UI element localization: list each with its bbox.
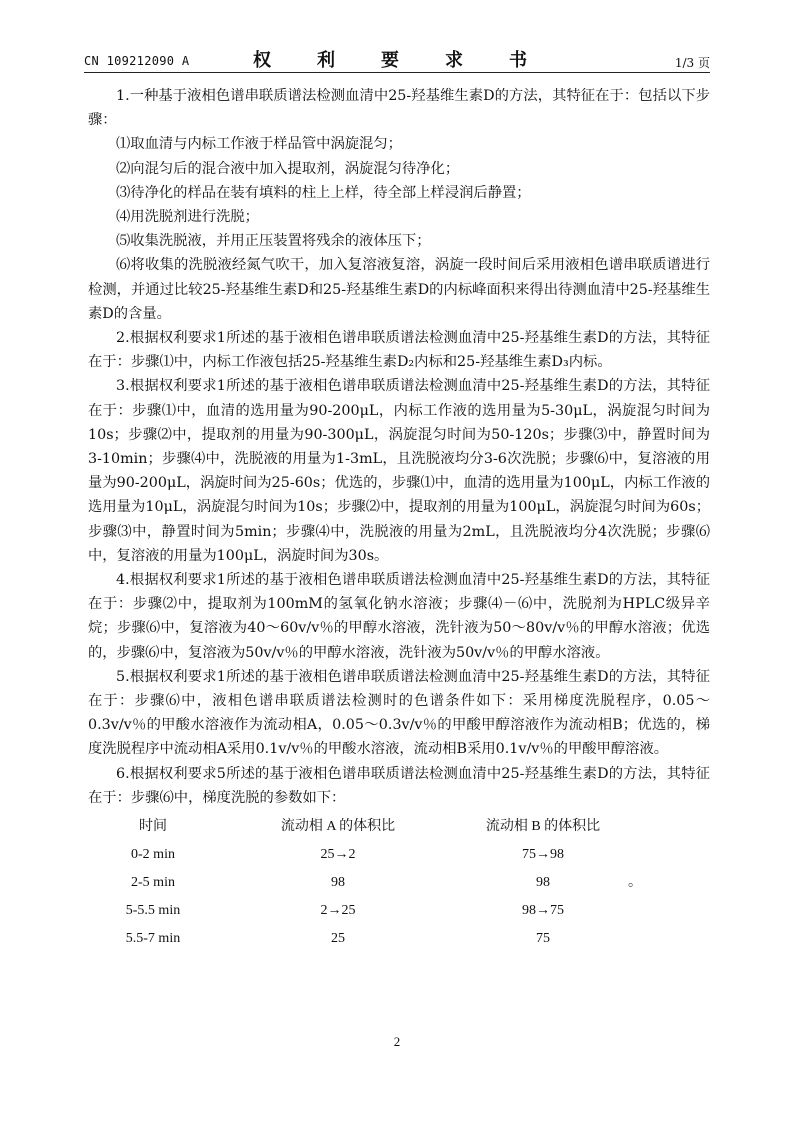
table-row [88,925,688,953]
claims-body [88,84,710,953]
document-title: 权 利 要 求 书 [253,50,541,71]
table-cell: 2→25 [320,902,356,918]
claim-step: ⑹将收集的洗脱液经氮气吹干，加入复溶液复溶，涡旋一段时间后采用液相色谱串联质谱进行检测，并通过比较25-羟基维生素D和25-羟基维生素D的内标峰面积来得出待测血清中25-羟基维生素D的含量。 [88,257,710,322]
claim-3 [88,374,710,568]
claim-text: 5.根据权利要求1所述的基于液相色谱串联质谱法检测血清中25-羟基维生素D的方法，其特征在于：步骤⑹中，液相色谱串联质谱法检测时的色谱条件如下：采用梯度洗脱程序，0.05～0.3v/v％的甲酸水溶液作为流动相A，0.05～0.3v/v％的甲酸甲醇溶液作为流动相B；优选的，梯度洗脱程序中流动相A采用0.1v/v％的甲酸水溶液，流动相B采用0.1v/v％的甲酸甲醇溶液。 [88,668,710,758]
table-cell: 5-5.5 min [125,902,181,918]
claim-1 [88,84,710,326]
page-header [84,40,710,72]
column-header-phase-b: 流动相 B 的体积比 [485,818,601,834]
column-header-blank [628,813,688,841]
table-cell: 25→2 [320,846,356,862]
table-cell [628,897,688,925]
column-header-phase-a: 流动相 A 的体积比 [280,818,396,834]
claim-4 [88,568,710,665]
patent-number: CN 109212090 A [84,54,190,68]
table-cell [628,925,688,953]
claim-6 [88,762,710,810]
claim-step: ⑸收集洗脱液，并用正压装置将残余的液体压下； [116,233,431,250]
header-rule [84,72,710,73]
claim-text: 1.一种基于液相色谱串联质谱法检测血清中25-羟基维生素D的方法，其特征在于：包括以下步骤： [88,88,710,129]
table-cell: 98 [331,874,345,890]
table-cell: 75→98 [522,846,564,862]
claim-5 [88,665,710,762]
table-cell: 。 [628,874,642,890]
table-cell [628,841,688,869]
claim-text: 2.根据权利要求1所述的基于液相色谱串联质谱法检测血清中25-羟基维生素D的方法，其特征在于：步骤⑴中，内标工作液包括25-羟基维生素D₂内标和25-羟基维生素D₃内标。 [88,330,710,371]
claim-step: ⑷用洗脱剂进行洗脱； [116,209,259,226]
claim-step: ⑵向混匀后的混合液中加入提取剂，涡旋混匀待净化； [116,160,460,177]
claim-step: ⑶待净化的样品在装有填料的柱上上样，待全部上样浸润后静置； [116,184,531,201]
table-row [88,841,688,869]
table-cell: 25 [331,930,345,946]
claim-2 [88,326,710,374]
table-cell: 75 [536,930,550,946]
page-number: 2 [393,1034,401,1049]
table-cell: 2-5 min [131,874,175,890]
claim-text: 3.根据权利要求1所述的基于液相色谱串联质谱法检测血清中25-羟基维生素D的方法，其特征在于：步骤⑴中，血清的选用量为90-200μL，内标工作液的选用量为5-30μL，涡旋混匀时间为10s；步骤⑵中，提取剂的用量为90-300μL，涡旋混匀时间为50-120s；步骤⑶中，静置时间为3-10min；步骤⑷中，洗脱液的用量为1-3mL，且洗脱液均分3-6次洗脱；步骤⑹中，复溶液的用量为90-200μL，涡旋时间为25-60s；优选的，步骤⑴中，血清的选用量为100μL，内标工作液的选用量为10μL，涡旋混匀时间为10s；步骤⑵中，提取剂的用量为100μL，涡旋混匀时间为60s；步骤⑶中，静置时间为5min；步骤⑷中，洗脱液的用量为2mL，且洗脱液均分4次洗脱；步骤⑹中，复溶液的用量为100μL，涡旋时间为30s。 [88,378,710,564]
table-cell: 0-2 min [131,846,175,862]
table-cell: 5.5-7 min [125,930,181,946]
table-cell: 98 [536,874,550,890]
claim-text: 6.根据权利要求5所述的基于液相色谱串联质谱法检测血清中25-羟基维生素D的方法，其特征在于：步骤⑹中，梯度洗脱的参数如下： [88,765,710,806]
table-header-row [88,813,688,841]
column-header-time: 时间 [139,818,167,834]
gradient-elution-table [88,813,688,953]
table-row [88,869,688,897]
claim-text: 4.根据权利要求1所述的基于液相色谱串联质谱法检测血清中25-羟基维生素D的方法，其特征在于：步骤⑵中，提取剂为100mM的氢氧化钠水溶液；步骤⑷－⑹中，洗脱剂为HPLC级异辛烷；步骤⑹中，复溶液为40～60v/v％的甲醇水溶液，洗针液为50～80v/v％的甲醇水溶液；优选的，步骤⑹中，复溶液为50v/v％的甲醇水溶液，洗针液为50v/v％的甲醇水溶液。 [88,572,710,661]
claim-step: ⑴取血清与内标工作液于样品管中涡旋混匀； [116,136,402,153]
table-cell: 98→75 [522,902,564,918]
page-indicator: 1/3 页 [674,56,710,70]
table-row [88,897,688,925]
